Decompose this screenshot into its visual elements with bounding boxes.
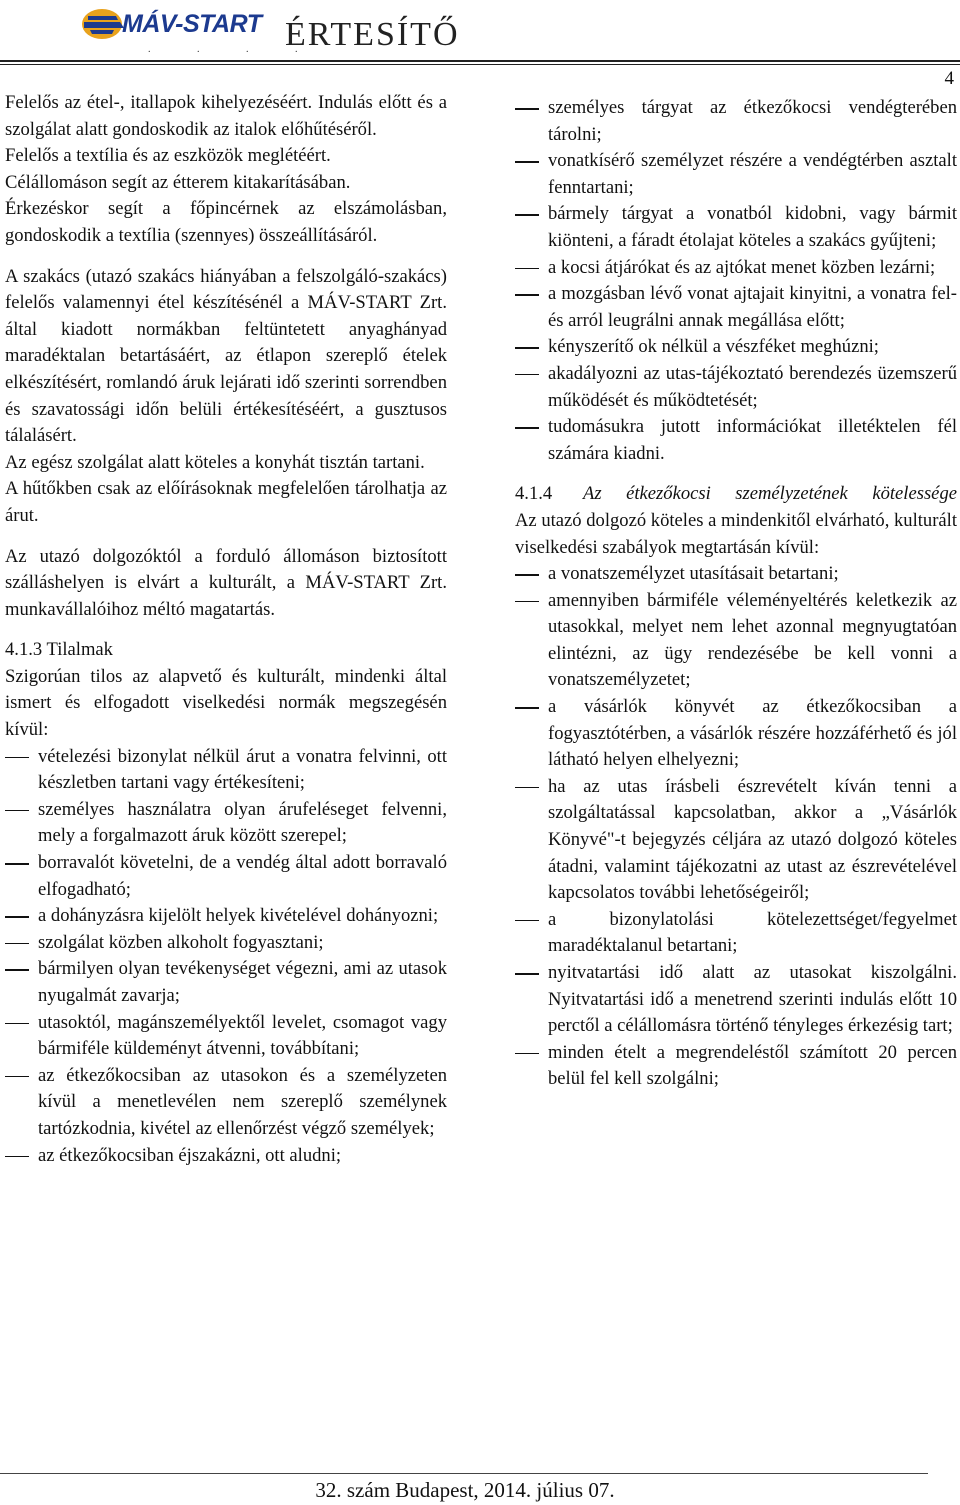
list-item: a dohányzásra kijelölt helyek kivételével dohányozni; bbox=[5, 903, 447, 930]
list-item: bármely tárgyat a vonatból kidobni, vagy bármit kiönteni, a fáradt étolajat köteles a szakács gyűjteni; bbox=[515, 201, 957, 254]
paragraph: Érkezéskor segít a főpincérnek az elszámolásban, gondoskodik a textília (szennyes) összeállításáról. bbox=[5, 198, 447, 246]
list-item: vonatkísérő személyzet részére a vendégtérben asztalt fenntartani; bbox=[515, 148, 957, 201]
footer-rule bbox=[0, 1473, 928, 1474]
paragraph: Az utazó dolgozóktól a forduló állomáson biztosított szálláshelyen is elvárt a kulturált, a MÁV-START Zrt. munkavállalóihoz méltó magatartás. bbox=[5, 545, 447, 620]
section-intro: Az utazó dolgozó köteles a mindenkitől elvárható, kulturált viselkedési szabályok megtartásán kívül: bbox=[515, 509, 957, 558]
publication-title: ÉRTESÍTŐ bbox=[285, 16, 460, 53]
section-intro: Szigorúan tilos az alapvető és kulturált, mindenki által ismert és elfogadott viselkedési normák megszegésén kívül: bbox=[5, 665, 447, 741]
duties-list bbox=[515, 561, 957, 1093]
list-item: a bizonylatolási kötelezettséget/fegyelmet maradéktalanul betartani; bbox=[515, 907, 957, 960]
list-item: személyes használatra olyan árufeléseget felvenni, mely a forgalmazott áruk között szerepel; bbox=[5, 797, 447, 850]
section-heading bbox=[515, 481, 957, 508]
logo-dots: . . . . bbox=[148, 44, 320, 55]
list-item: a kocsi átjárókat és az ajtókat menet közben lezárni; bbox=[515, 255, 957, 282]
section-heading: 4.1.3 Tilalmak bbox=[5, 639, 113, 661]
paragraph: Az egész szolgálat alatt köteles a konyhát tisztán tartani. bbox=[5, 451, 425, 473]
page-number: 4 bbox=[944, 68, 954, 89]
prohibitions-list-continued bbox=[515, 95, 957, 467]
list-item: a mozgásban lévő vonat ajtajait kinyitni, a vonatra fel- és arról leugrálni annak megállása előtt; bbox=[515, 281, 957, 334]
list-item: borravalót követelni, de a vendég által adott borravaló elfogadható; bbox=[5, 850, 447, 903]
paragraph: A hűtőkben csak az előírásoknak megfelelően tárolhatja az árut. bbox=[5, 478, 447, 526]
list-item: kényszerítő ok nélkül a vészféket meghúzni; bbox=[515, 334, 957, 361]
list-item: szolgálat közben alkoholt fogyasztani; bbox=[5, 930, 447, 957]
left-column bbox=[5, 90, 447, 1169]
list-item: vételezési bizonylat nélkül árut a vonatra felvinni, ott készletben tartani vagy értékesíteni; bbox=[5, 744, 447, 797]
list-item: ha az utas írásbeli észrevételt kíván tenni a szolgáltatással kapcsolatban, akkor a „Vásárlók Könyvé"-t bejegyzés céljára az utazó dolgozó köteles átadni, valamint tájékozatni az utast az észrevételével kapcsolatos további lehetőségeiről; bbox=[515, 774, 957, 907]
list-item: akadályozni az utas-tájékoztató berendezés üzemszerű működését és működtetését; bbox=[515, 361, 957, 414]
list-item: nyitvatartási idő alatt az utasokat kiszolgálni. Nyitvatartási idő a menetrend szerinti indulás előtt 10 perctől a célállomásra történő tényleges érkezésig tart; bbox=[515, 960, 957, 1040]
paragraph: Felelős az étel-, itallapok kihelyezéséért. Indulás előtt és a szolgálat alatt gondoskodik az italok előhűtéséről. bbox=[5, 92, 447, 140]
list-item: amennyiben bármiféle véleményeltérés keletkezik az utasokkal, melyet nem lehet azonnal megnyugtatóan elintézni, az ügy rendezésébe be kell vonni a vonatszemélyzetet; bbox=[515, 588, 957, 694]
list-item: az étkezőkocsiban éjszakázni, ott aludni; bbox=[5, 1143, 447, 1170]
header-rule bbox=[0, 60, 960, 62]
section-title: Az étkezőkocsi személyzetének kötelessége bbox=[583, 483, 957, 505]
paragraph: Célállomáson segít az étterem kitakarításában. bbox=[5, 171, 351, 193]
logo-wordmark: MÁV-START bbox=[122, 10, 262, 38]
list-item: tudomásukra jutott információkat illetéktelen fél számára kiadni. bbox=[515, 414, 957, 467]
list-item: a vásárlók könyvét az étkezőkocsiban a fogyasztótérben, a vásárlók részére hozzáférhető és jól látható helyen elhelyezni; bbox=[515, 694, 957, 774]
list-item: bármilyen olyan tevékenységet végezni, ami az utasok nyugalmát zavarja; bbox=[5, 956, 447, 1009]
right-column bbox=[515, 95, 957, 1093]
section-number: 4.1.4 bbox=[515, 483, 553, 505]
list-item: személyes tárgyat az étkezőkocsi vendégterében tárolni; bbox=[515, 95, 957, 148]
list-item: minden ételt a megrendeléstől számított 20 percen belül fel kell szolgálni; bbox=[515, 1040, 957, 1093]
paragraph: Felelős a textília és az eszközök meglétéért. bbox=[5, 145, 331, 167]
list-item: a vonatszemélyzet utasításait betartani; bbox=[515, 561, 957, 588]
page-footer: 32. szám Budapest, 2014. július 07. bbox=[315, 1478, 615, 1502]
page-header bbox=[0, 0, 960, 89]
prohibitions-list bbox=[5, 744, 447, 1170]
list-item: az étkezőkocsiban az utasokon és a személyzeten kívül a menetlevélen nem szereplő személynek tartózkodnia, kivétel az ellenőrzést végző személyek; bbox=[5, 1063, 447, 1143]
paragraph: A szakács (utazó szakács hiányában a felszolgáló-szakács) felelős valamennyi étel készítésénél a MÁV-START Zrt. által kiadott normákban feltüntetett anyaghányad maradéktalan betartásáért, az étlapon szereplő ételek elkészítésért, romlandó áruk lejárati idő szerinti sorrendben és szavatossági időn belüli értékesítéséért, a gusztusos tálalásért. bbox=[5, 265, 447, 447]
header-rule-thin bbox=[0, 64, 960, 65]
list-item: utasoktól, magánszemélyektől levelet, csomagot vagy bármiféle küldeményt átvenni, továbbítani; bbox=[5, 1010, 447, 1063]
